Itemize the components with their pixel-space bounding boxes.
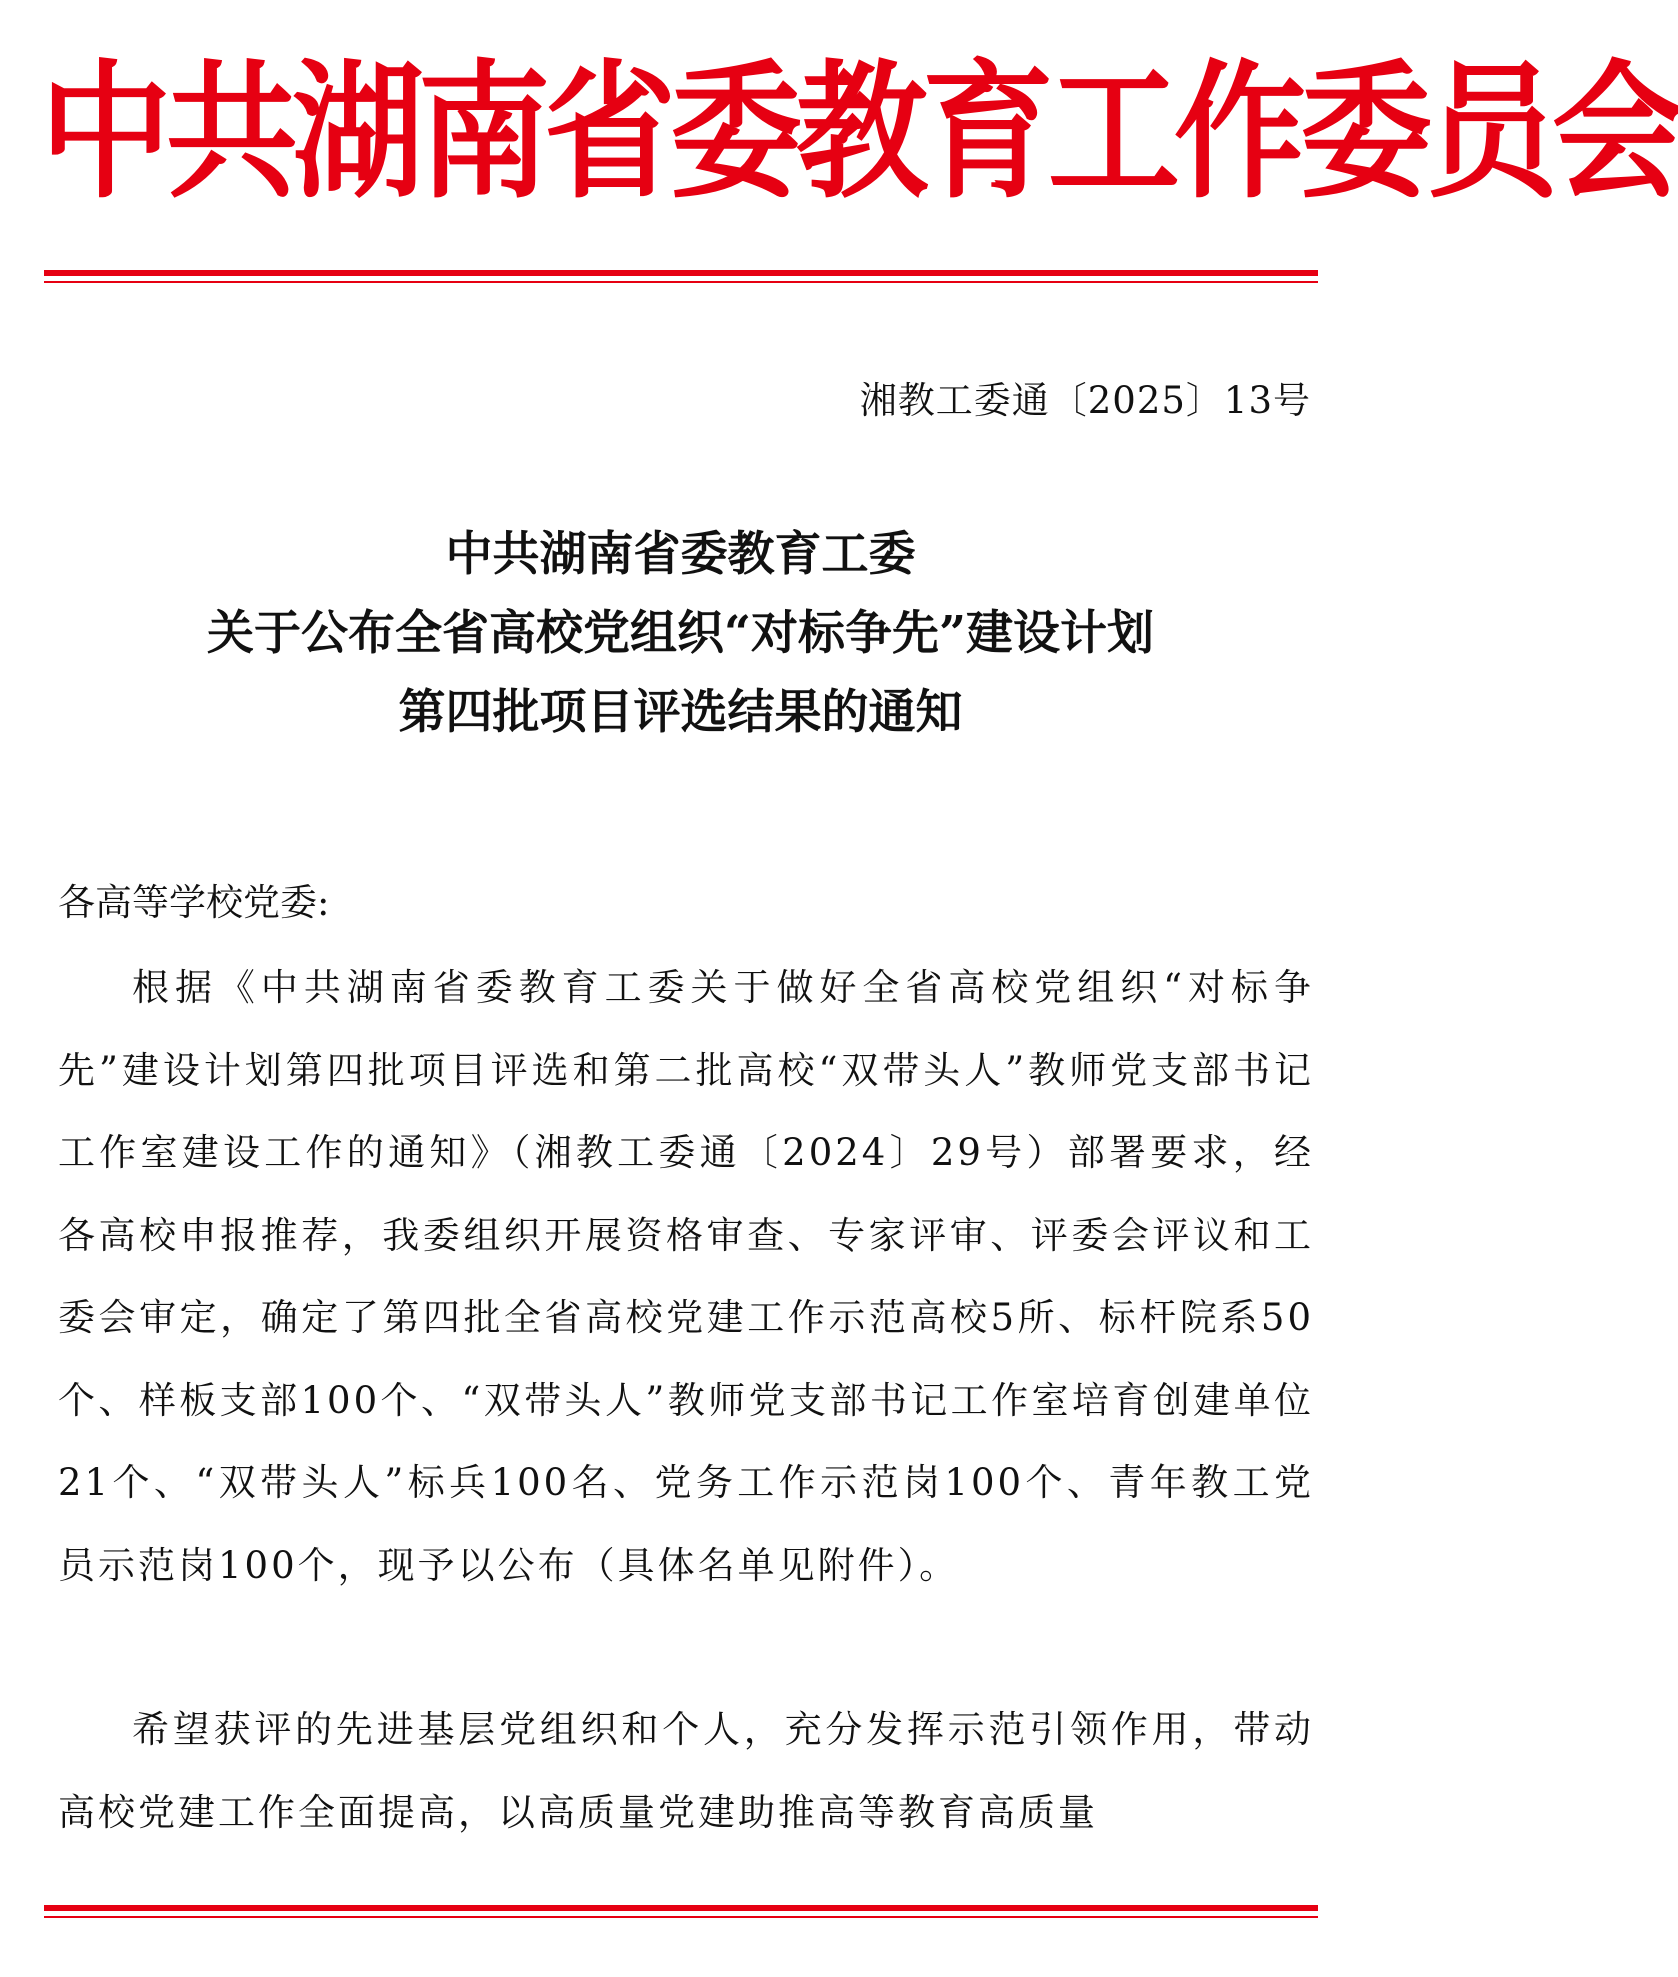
body-paragraph: 根据《中共湖南省委教育工委关于做好全省高校党组织“对标争先”建设计划第四批项目评选和第二批高校“双带头人”教师党支部书记工作室建设工作的通知》（湘教工委通〔2024〕29号）部署要求，经各高校申报推荐，我委组织开展资格审查、专家评审、评委会评议和工委会审定，确定了第四批全省高校党建工作示范高校5所、标杆院系50个、样板支部100个、“双带头人”教师党支部书记工作室培育创建单位21个、“双带头人”标兵100名、党务工作示范岗100个、青年教工党员示范岗100个，现予以公布（具体名单见附件）。 xyxy=(58,966,1314,1587)
header-red-rule-thick xyxy=(44,270,1318,276)
header-red-rule-thin xyxy=(44,281,1318,283)
issuing-organization-header: 中共湖南省委教育工作委员会 xyxy=(40,45,1678,220)
title-line: 中共湖南省委教育工委 xyxy=(445,527,916,582)
document-number: 湘教工委通〔2025〕13号 xyxy=(859,379,1311,422)
footer-red-rule-thin xyxy=(44,1916,1318,1918)
document-title xyxy=(40,515,1321,752)
title-line: 关于公布全省高校党组织“对标争先”建设计划 xyxy=(206,606,1155,661)
body-paragraph: 希望获评的先进基层党组织和个人，充分发挥示范引领作用，带动高校党建工作全面提高，以高质量党建助推高等教育高质量 xyxy=(58,1708,1314,1834)
title-line: 第四批项目评选结果的通知 xyxy=(398,685,963,740)
footer-red-rule-thick xyxy=(44,1905,1318,1911)
salutation: 各高等学校党委: xyxy=(58,881,330,924)
